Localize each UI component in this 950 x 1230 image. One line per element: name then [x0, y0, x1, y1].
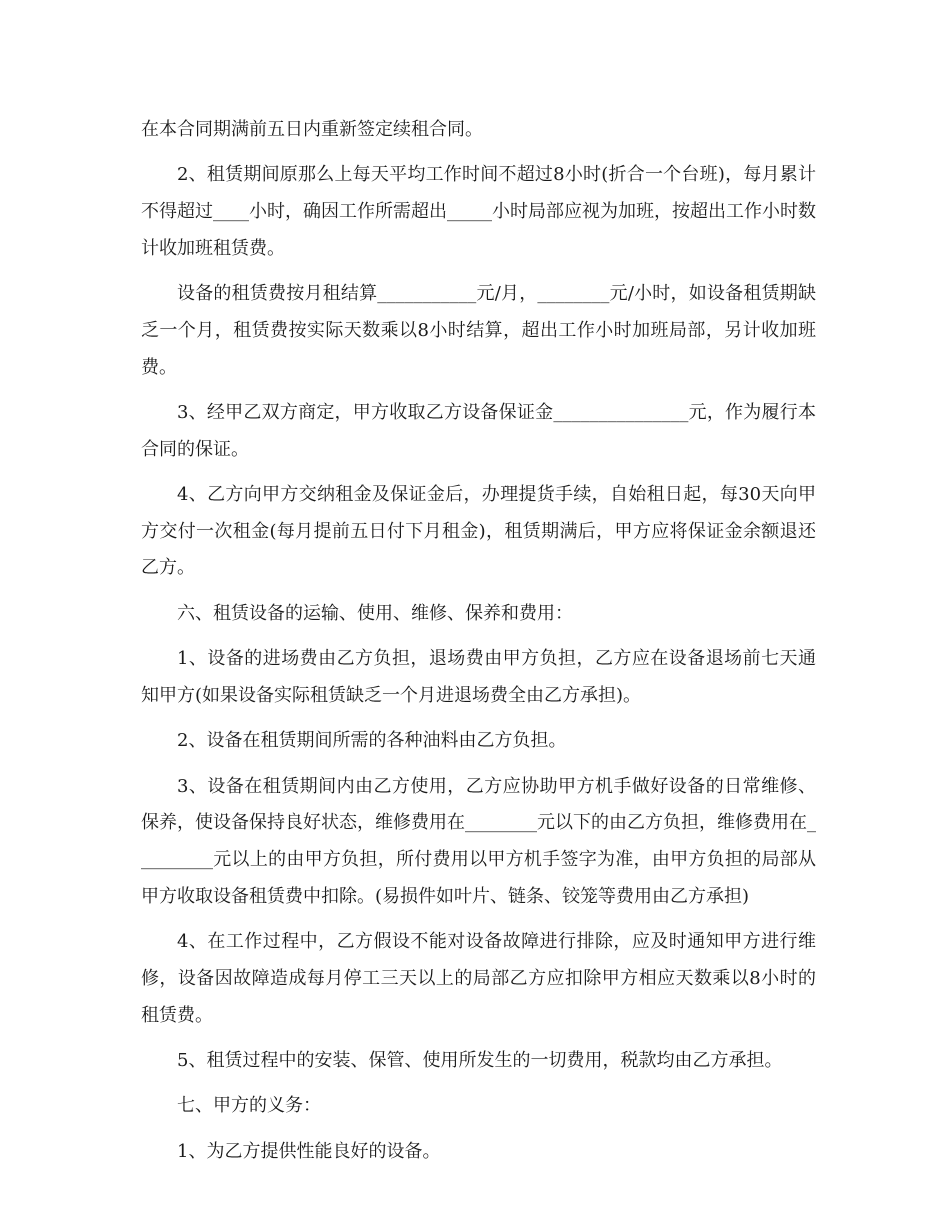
paragraph-section6-clause-3: 3、设备在租赁期间内由乙方使用，乙方应协助甲方机手做好设备的日常维修、保养，使设备保持良好状态，维修费用在________元以下的由乙方负担，维修费用在_________元以上的由甲方负担，所付费用以甲方机手签字为准，由甲方负担的局部从甲方收取设备租赁费中扣除。(易损件如叶片、链条、铰笼等费用由乙方承担) [141, 775, 816, 907]
section-heading-7: 七、甲方的义务： [177, 1095, 321, 1117]
paragraph-clause-3-deposit: 3、经甲乙双方商定，甲方收取乙方设备保证金_______________元，作为履行本合同的保证。 [141, 401, 816, 460]
paragraph-section6-clause-2: 2、设备在租赁期间所需的各种油料由乙方负担。 [177, 730, 567, 752]
section-heading-6: 六、租赁设备的运输、使用、维修、保养和费用： [177, 602, 573, 624]
paragraph-rental-fee: 设备的租赁费按月租结算___________元/月，________元/小时，如设备租赁期缺乏一个月，租赁费按实际天数乘以8小时结算，超出工作小时加班局部，另计收加班费。 [141, 283, 816, 378]
paragraph-clause-4-payment: 4、乙方向甲方交纳租金及保证金后，办理提货手续，自始租日起，每30天向甲方交付一次租金(每月提前五日付下月租金)，租赁期满后，甲方应将保证金余额退还乙方。 [141, 484, 816, 579]
paragraph-section7-clause-1: 1、为乙方提供性能良好的设备。 [177, 1140, 441, 1162]
document-body [141, 112, 816, 1179]
paragraph-clause-2-working-hours: 2、租赁期间原那么上每天平均工作时间不超过8小时(折合一个台班)，每月累计不得超过____小时，确因工作所需超出_____小时局部应视为加班，按超出工作小时数计收加班租赁费。 [141, 164, 816, 259]
paragraph-section6-clause-5: 5、租赁过程中的安装、保管、使用所发生的一切费用，税款均由乙方承担。 [177, 1050, 783, 1072]
paragraph-section6-clause-1: 1、设备的进场费由乙方负担，退场费由甲方负担，乙方应在设备退场前七天通知甲方(如果设备实际租赁缺乏一个月进退场费全由乙方承担)。 [141, 648, 816, 706]
paragraph-continuation: 在本合同期满前五日内重新签定续租合同。 [141, 119, 483, 140]
paragraph-section6-clause-4: 4、在工作过程中，乙方假设不能对设备故障进行排除，应及时通知甲方进行维修，设备因故障造成每月停工三天以上的局部乙方应扣除甲方相应天数乘以8小时的租赁费。 [141, 931, 816, 1026]
